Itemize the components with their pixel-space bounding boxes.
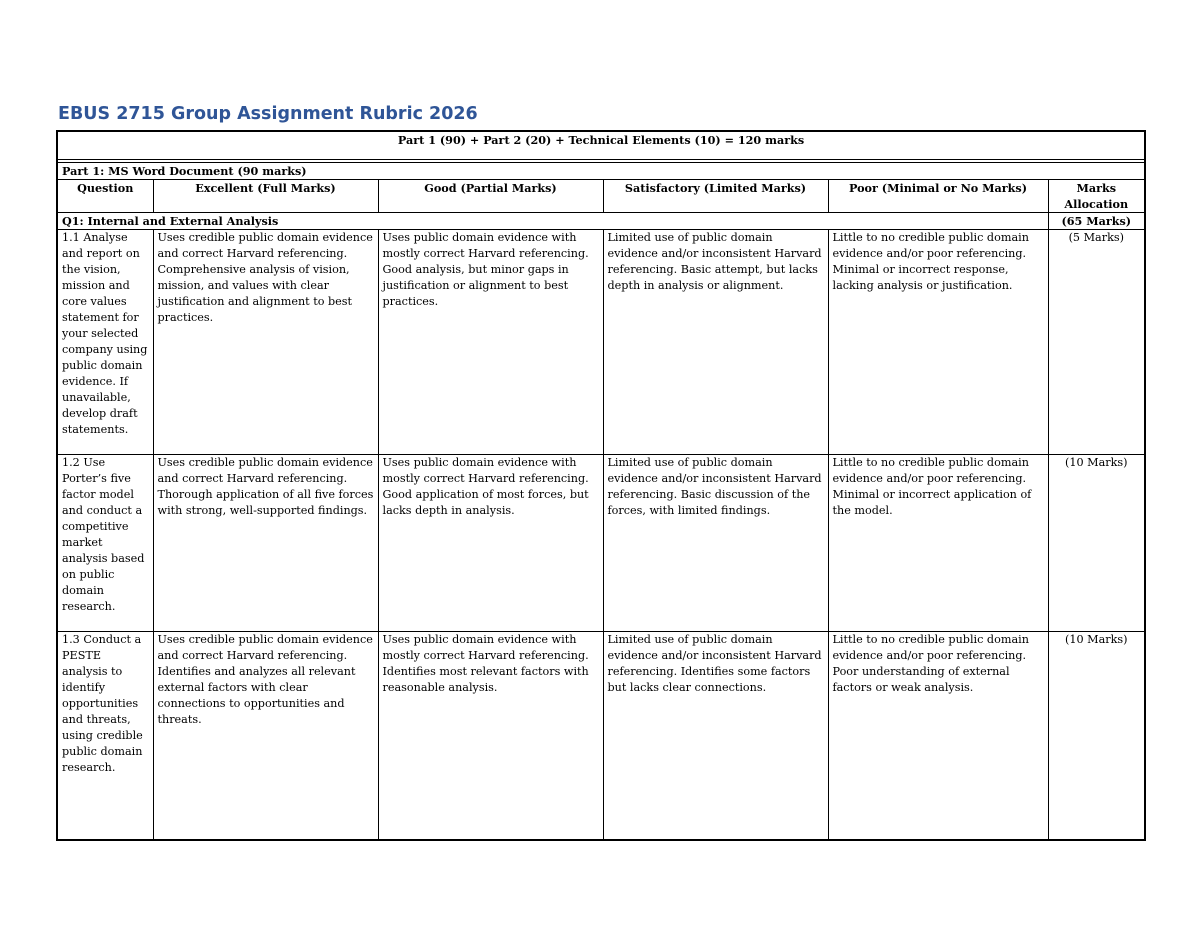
marks-cell: (5 Marks) — [1048, 230, 1145, 455]
q1-section-label: Q1: Internal and External Analysis — [57, 213, 1048, 230]
table-row — [57, 455, 1145, 632]
good-cell: Uses public domain evidence with mostly correct Harvard referencing. Good analysis, but minor gaps in justification or alignment to best practices. — [378, 230, 603, 455]
header-excellent: Excellent (Full Marks) — [153, 180, 378, 213]
header-marks-allocation: Marks Allocation — [1048, 180, 1145, 213]
header-question: Question — [57, 180, 153, 213]
rubric-table — [56, 130, 1146, 841]
document-title: EBUS 2715 Group Assignment Rubric 2026 — [58, 104, 478, 124]
excellent-cell: Uses credible public domain evidence and correct Harvard referencing. Comprehensive analysis of vision, mission, and values with clear justification and alignment to best practices. — [153, 230, 378, 455]
part1-heading: Part 1: MS Word Document (90 marks) — [57, 163, 1145, 180]
satisfactory-cell: Limited use of public domain evidence and/or inconsistent Harvard referencing. Basic attempt, but lacks depth in analysis or alignment. — [603, 230, 828, 455]
table-row — [57, 230, 1145, 455]
q1-section-marks: (65 Marks) — [1048, 213, 1145, 230]
table-row — [57, 632, 1145, 841]
question-cell: 1.1 Analyse and report on the vision, mission and core values statement for your selected company using public domain evidence. If unavailable, develop draft statements. — [57, 230, 153, 455]
good-cell: Uses public domain evidence with mostly correct Harvard referencing. Identifies most relevant factors with reasonable analysis. — [378, 632, 603, 841]
satisfactory-cell: Limited use of public domain evidence and/or inconsistent Harvard referencing. Identifies some factors but lacks clear connections. — [603, 632, 828, 841]
marks-cell: (10 Marks) — [1048, 455, 1145, 632]
question-cell: 1.3 Conduct a PESTE analysis to identify opportunities and threats, using credible public domain research. — [57, 632, 153, 841]
poor-cell: Little to no credible public domain evidence and/or poor referencing. Minimal or incorrect application of the model. — [828, 455, 1048, 632]
excellent-cell: Uses credible public domain evidence and correct Harvard referencing. Thorough application of all five forces with strong, well-supported findings. — [153, 455, 378, 632]
marks-summary: Part 1 (90) + Part 2 (20) + Technical Elements (10) = 120 marks — [57, 131, 1145, 160]
poor-cell: Little to no credible public domain evidence and/or poor referencing. Minimal or incorrect response, lacking analysis or justification. — [828, 230, 1048, 455]
header-satisfactory: Satisfactory (Limited Marks) — [603, 180, 828, 213]
excellent-cell: Uses credible public domain evidence and correct Harvard referencing. Identifies and analyzes all relevant external factors with clear connections to opportunities and threats. — [153, 632, 378, 841]
good-cell: Uses public domain evidence with mostly correct Harvard referencing. Good application of most forces, but lacks depth in analysis. — [378, 455, 603, 632]
poor-cell: Little to no credible public domain evidence and/or poor referencing. Poor understanding of external factors or weak analysis. — [828, 632, 1048, 841]
satisfactory-cell: Limited use of public domain evidence and/or inconsistent Harvard referencing. Basic discussion of the forces, with limited findings. — [603, 455, 828, 632]
question-cell: 1.2 Use Porter’s five factor model and conduct a competitive market analysis based on public domain research. — [57, 455, 153, 632]
header-good: Good (Partial Marks) — [378, 180, 603, 213]
marks-cell: (10 Marks) — [1048, 632, 1145, 841]
header-poor: Poor (Minimal or No Marks) — [828, 180, 1048, 213]
